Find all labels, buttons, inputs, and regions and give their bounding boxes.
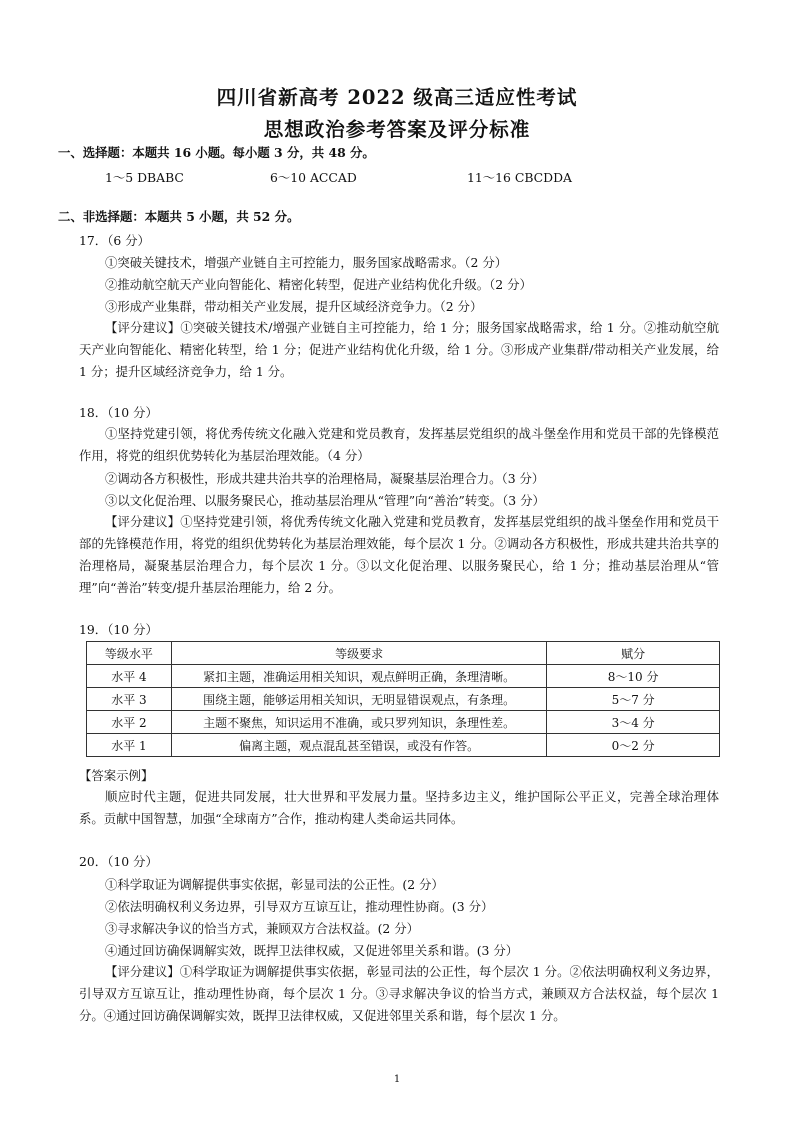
table-header-cell: 等级要求: [171, 642, 546, 665]
page-subtitle: 思想政治参考答案及评分标准: [263, 118, 531, 141]
q17-point-2: ②推动航空航天产业向智能化、精密化转型，促进产业结构优化升级。（2 分）: [105, 277, 532, 292]
q20-point-1: ①科学取证为调解提供事实依据，彰显司法的公正性。(2 分）: [105, 877, 444, 892]
q17-rubric: 【评分建议】①突破关键技术/增强产业链自主可控能力，给 1 分；服务国家战略需求，给 1 分。②推动航空航天产业向智能化、精密化转型，给 1 分；促进产业结构优化升级，给 1 分。③形成产业集群/带动相关产业发展，给 1 分；提升区域经济竞争力，给 1 分。: [79, 320, 719, 379]
q18-rubric: 【评分建议】①坚持党建引领，将优秀传统文化融入党建和党员教育，发挥基层党组织的战斗堡垒作用和党员干部的先锋模范作用，将党的组织优势转化为基层治理效能，每个层次 1 分。②调动各方积极性，形成共建共治共享的治理格局，凝聚基层治理合力，每个层次 1 分。③以文化促治理、以服务聚民心，给 1 分；推动基层治理从“管理”向“善治”转变/提升基层治理能力，给 2 分。: [79, 514, 719, 595]
table-cell: 水平 2: [87, 711, 172, 734]
table-cell: 紧扣主题，准确运用相关知识，观点鲜明正确，条理清晰。: [171, 665, 546, 688]
page-title: 四川省新高考 2022 级高三适应性考试: [216, 86, 578, 109]
table-cell: 8～10 分: [547, 665, 720, 688]
table-row: [87, 734, 720, 757]
table-row: [87, 688, 720, 711]
table-row: [87, 665, 720, 688]
answer-group-2: 6～10 ACCAD: [270, 170, 357, 185]
grading-table: [86, 641, 720, 757]
q18-point-3: ③以文化促治理、以服务聚民心，推动基层治理从“管理”向“善治”转变。（3 分）: [105, 493, 545, 508]
page-number: 1: [393, 1074, 401, 1085]
q20-point-3: ③寻求解决争议的恰当方式，兼顾双方合法权益。(2 分）: [105, 921, 420, 936]
table-cell: 水平 3: [87, 688, 172, 711]
q19-example-label: 【答案示例】: [79, 768, 154, 783]
table-cell: 0～2 分: [547, 734, 720, 757]
q20-header: 20．（10 分）: [79, 854, 158, 869]
table-cell: 3～4 分: [547, 711, 720, 734]
q19-header: 19．（10 分）: [79, 622, 158, 637]
q20-point-4: ④通过回访确保调解实效，既捍卫法律权威，又促进邻里关系和谐。(3 分）: [105, 943, 519, 958]
table-header-row: [87, 642, 720, 665]
q20-rubric: 【评分建议】①科学取证为调解提供事实依据，彰显司法的公正性，每个层次 1 分。②依法明确权利义务边界，引导双方互谅互让，推动理性协商，每个层次 1 分。③寻求解决争议的恰当方式，兼顾双方合法权益，每个层次 1 分。④通过回访确保调解实效，既捍卫法律权威，又促进邻里关系和谐，每个层次 1 分。: [79, 964, 719, 1023]
answer-group-1: 1～5 DBABC: [105, 170, 184, 185]
table-cell: 水平 4: [87, 665, 172, 688]
table-cell: 水平 1: [87, 734, 172, 757]
table-cell: 主题不聚焦，知识运用不准确，或只罗列知识，条理性差。: [171, 711, 546, 734]
table-cell: 5～7 分: [547, 688, 720, 711]
table-header-cell: 等级水平: [87, 642, 172, 665]
q17-header: 17．（6 分）: [79, 233, 150, 248]
q17-point-3: ③形成产业集群，带动相关产业发展，提升区域经济竞争力。（2 分）: [105, 299, 483, 314]
q18-header: 18．（10 分）: [79, 405, 158, 420]
q18-point-1: ①坚持党建引领，将优秀传统文化融入党建和党员教育，发挥基层党组织的战斗堡垒作用和党员干部的先锋模范作用，将党的组织优势转化为基层治理效能。（4 分）: [79, 426, 719, 463]
table-cell: 偏离主题，观点混乱甚至错误，或没有作答。: [171, 734, 546, 757]
table-cell: 围绕主题，能够运用相关知识，无明显错误观点，有条理。: [171, 688, 546, 711]
table-row: [87, 711, 720, 734]
answer-group-3: 11～16 CBCDDA: [467, 170, 572, 185]
part2-heading: 二、非选择题：本题共 5 小题，共 52 分。: [58, 209, 300, 224]
q19-example: 顺应时代主题，促进共同发展，壮大世界和平发展力量。坚持多边主义，维护国际公平正义，完善全球治理体系。贡献中国智慧，加强“全球南方”合作，推动构建人类命运共同体。: [79, 789, 719, 826]
q17-point-1: ①突破关键技术，增强产业链自主可控能力，服务国家战略需求。（2 分）: [105, 255, 508, 270]
table-header-cell: 赋分: [547, 642, 720, 665]
q20-point-2: ②依法明确权利义务边界，引导双方互谅互让，推动理性协商。(3 分）: [105, 899, 494, 914]
q18-point-2: ②调动各方积极性，形成共建共治共享的治理格局，凝聚基层治理合力。（3 分）: [105, 471, 545, 486]
part1-heading: 一、选择题：本题共 16 小题。每小题 3 分，共 48 分。: [58, 145, 375, 160]
